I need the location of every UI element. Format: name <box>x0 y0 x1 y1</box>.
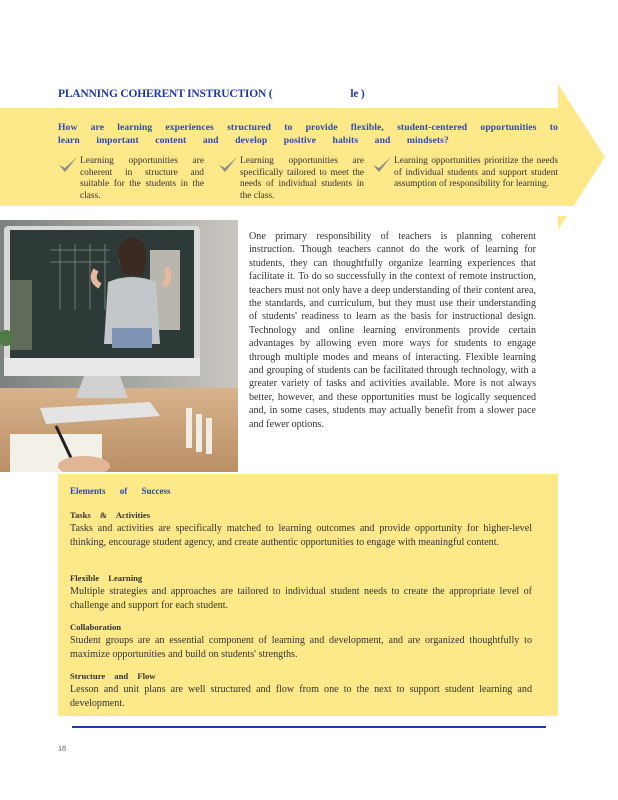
element-title-structure: Structure and Flow <box>70 671 156 681</box>
element-text-tasks: Tasks and activities are specifically matched to learning outcomes and provide opportunity for higher-level thinking, encourage student agency, and create authentic opportunities to engage with meaningful content. <box>70 523 532 548</box>
element-title-tasks: Tasks & Activities <box>70 510 151 520</box>
checkmark-icon <box>58 156 78 174</box>
checkmark-icon <box>372 156 392 174</box>
element-text-flexible: Multiple strategies and approaches are tailored to individual student needs to create the appropriate level of challenge and support for each student. <box>70 586 532 611</box>
body-paragraph: One primary responsibility of teachers is planning coherent instruction. Though teachers cannot do the work of learning for students, they can thoughtfully organize learning experiences that facilitate it. To do so successfully in the context of remote instruction, teachers must not only have a deep understanding of their content area, the standards, and curriculum, but they must use their understanding of students' readiness to learn as the basis for instructional design. Technology and online learning environments provide certain advantages by allowing even more ways for students to engage through multiple modes and means of interacting. Flexible learning and grouping of students can be facilitated through technology, with a greater variety of tasks and activities available. More is not always better, however, and these opportunities must be logically sequenced and, in some cases, students may actually benefit from a slower pace and fewer options. <box>249 231 537 430</box>
question-line-2: learn important content and develop positive habits and mindsets? <box>58 134 449 146</box>
elements-of-success-box <box>58 474 558 716</box>
checkmark-icon <box>218 156 238 174</box>
element-title-flexible: Flexible Learning <box>70 573 143 583</box>
element-title-collaboration: Collaboration <box>70 622 122 632</box>
question-line-1: How are learning experiences structured to provide flexible, student-centered opportunities to <box>58 122 558 133</box>
footer-divider <box>72 726 546 728</box>
page-number: 18 <box>58 744 66 753</box>
teacher-remote-lesson-photo <box>0 220 238 472</box>
check-item-prioritize: Learning opportunities prioritize the needs of individual students and support student assumption of responsibility for learning. <box>394 156 558 191</box>
check-item-coherent: Learning opportunities are coherent in structure and suitable for the students in the class. <box>80 156 204 202</box>
page-title: PLANNING COHERENT INSTRUCTION ( le ) <box>58 88 365 100</box>
guiding-question <box>58 122 558 147</box>
element-text-structure: Lesson and unit plans are well structured and flow from one to the next to support student learning and development. <box>70 684 532 709</box>
check-item-tailored: Learning opportunities are specifically tailored to meet the needs of individual students in the class. <box>240 156 364 202</box>
success-heading: Elements of Success <box>70 486 171 496</box>
element-text-collaboration: Student groups are an essential component of learning and development, and are organized thoughtfully to maximize opportunities and build on students' strengths. <box>70 635 532 660</box>
